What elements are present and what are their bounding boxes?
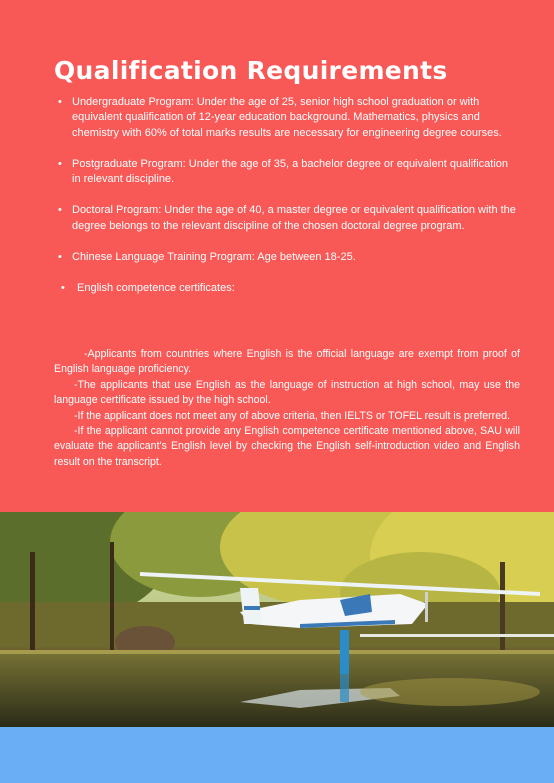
requirements-list: [57, 95, 517, 313]
requirement-postgraduate: Postgraduate Program: Under the age of 35, a bachelor degree or equivalent qualification in relevant discipline.: [72, 157, 509, 186]
cert-paragraph: -Applicants from countries where English is the official language are exempt from proof of English language proficiency.: [54, 348, 520, 376]
bullet-icon: •: [58, 204, 62, 217]
photo-illustration: [0, 512, 554, 727]
bullet-icon: •: [58, 96, 62, 108]
bullet-icon: •: [58, 251, 62, 264]
cert-paragraph: -The applicants that use English as the language of instruction at high school, may use the language certificate issued by the high school.: [54, 378, 520, 407]
requirement-doctoral: Doctoral Program: Under the age of 40, a master degree or equivalent qualification with the degree belongs to the relevant discipline of the chosen doctoral degree program.: [72, 204, 516, 232]
requirement-english-heading: English competence certificates:: [77, 282, 235, 295]
requirement-undergraduate: Undergraduate Program: Under the age of 25, senior high school graduation or with equivalent qualification of 12-year education background. Mathematics, physics and chemistry with 60% of total marks results are necessary for engineering degree courses.: [72, 96, 502, 139]
requirement-chinese-language: Chinese Language Training Program: Age between 18-25.: [72, 251, 356, 264]
cert-paragraph: -If the applicant cannot provide any English competence certificate mentioned above, SAU will evaluate the applicant's English level by checking the English self-introduction video and English result on the transcript.: [54, 425, 520, 468]
list-item: [57, 203, 517, 234]
airplane-lake-photo: [0, 512, 554, 727]
list-item: [60, 281, 517, 296]
list-item: [57, 250, 517, 265]
list-item: [57, 95, 517, 141]
footer-band: [0, 727, 554, 783]
bullet-icon: •: [58, 157, 62, 170]
english-certificates-text: [54, 347, 520, 470]
page-title: Qualification Requirements: [54, 56, 448, 85]
list-item: [57, 157, 517, 188]
bullet-icon: •: [61, 282, 65, 295]
cert-paragraph: -If the applicant does not meet any of above criteria, then IELTS or TOFEL result is preferred.: [74, 409, 510, 422]
